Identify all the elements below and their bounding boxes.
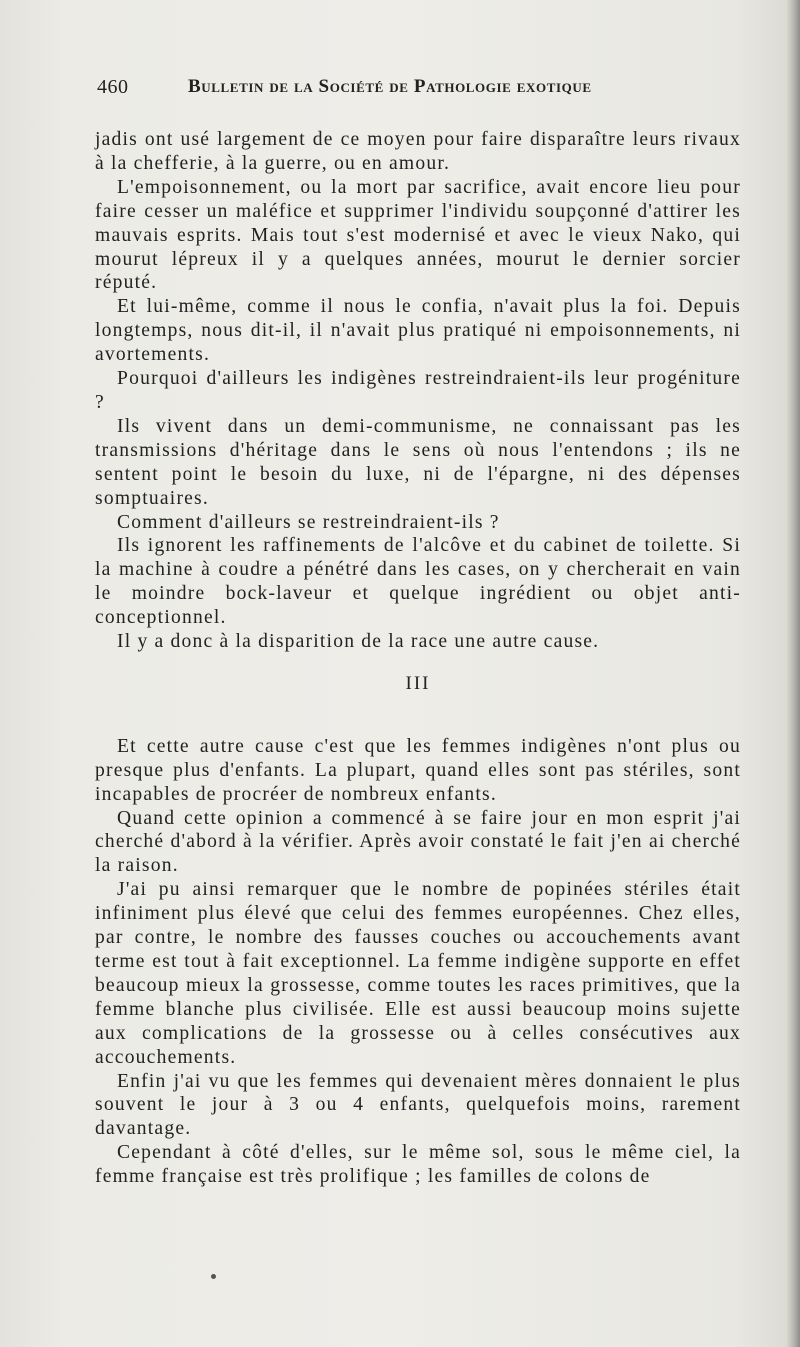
paragraph: Cependant à côté d'elles, sur le même sol, sous le même ciel, la femme française est très prolifique ; les familles de colons de (95, 1142, 741, 1188)
paragraph: Et cette autre cause c'est que les femmes indigènes n'ont plus ou presque plus d'enfants. La plupart, quand elles sont pas stériles, sont incapables de procréer de nombreux enfants. (95, 735, 741, 805)
page-edge-shadow (786, 0, 800, 1347)
paragraph: Il y a donc à la disparition de la race une autre cause. (117, 631, 600, 653)
running-head: Bulletin de la Société de Pathologie exotique (188, 76, 592, 97)
paragraph: Quand cette opinion a commencé à se faire jour en mon esprit j'ai cherché d'abord à la vérifier. Après avoir constaté le fait j'en ai cherché la raison. (95, 807, 741, 877)
paragraph: jadis ont usé largement de ce moyen pour faire disparaître leurs rivaux à la chefferie, à la guerre, ou en amour. (95, 129, 741, 174)
page-number: 460 (97, 76, 129, 98)
paragraph: Enfin j'ai vu que les femmes qui devenaient mères donnaient le plus souvent le jour à 3 ou 4 enfants, quelquefois moins, rarement davantage. (95, 1070, 741, 1140)
print-speck (211, 1274, 216, 1279)
paragraph: Pourquoi d'ailleurs les indigènes restreindraient-ils leur progéniture ? (95, 368, 741, 413)
body-text (95, 128, 741, 1189)
section-heading: III (405, 672, 431, 694)
paragraph: L'empoisonnement, ou la mort par sacrifice, avait encore lieu pour faire cesser un maléfice et supprimer l'individu soupçonné d'attirer les mauvais esprits. Mais tout s'est modernisé et avec le vieux Nako, qui mourut lépreux il y a quelques années, mourut le dernier sorcier réputé. (95, 176, 741, 294)
paragraph: Comment d'ailleurs se restreindraient-ils ? (117, 511, 500, 533)
paragraph: Et lui-même, comme il nous le confia, n'avait plus la foi. Depuis longtemps, nous dit-il, il n'avait plus pratiqué ni empoisonnements, ni avortements. (95, 296, 741, 366)
paragraph: J'ai pu ainsi remarquer que le nombre de popinées stériles était infiniment plus élevé que celui des femmes européennes. Chez elles, par contre, le nombre des fausses couches ou accouchements avant terme est tout à fait exceptionnel. La femme indigène supporte en effet beaucoup mieux la grossesse, comme toutes les races primitives, que la femme blanche plus civilisée. Elle est aussi beaucoup moins sujette aux complications de la grossesse ou à celles consécutives aux accouchements. (95, 879, 741, 1068)
page-header (97, 76, 737, 106)
paragraph: Ils vivent dans un demi-communisme, ne connaissant pas les transmissions d'héritage dans le sens où nous l'entendons ; ils ne sentent point le besoin du luxe, ni de l'épargne, ni des dépenses somptuaires. (95, 415, 741, 509)
paragraph: Ils ignorent les raffinements de l'alcôve et du cabinet de toilette. Si la machine à coudre a pénétré dans les cases, on y chercherait en vain le moindre bock-laveur et quelque ingrédient ou objet anti-conceptionnel. (95, 535, 741, 629)
